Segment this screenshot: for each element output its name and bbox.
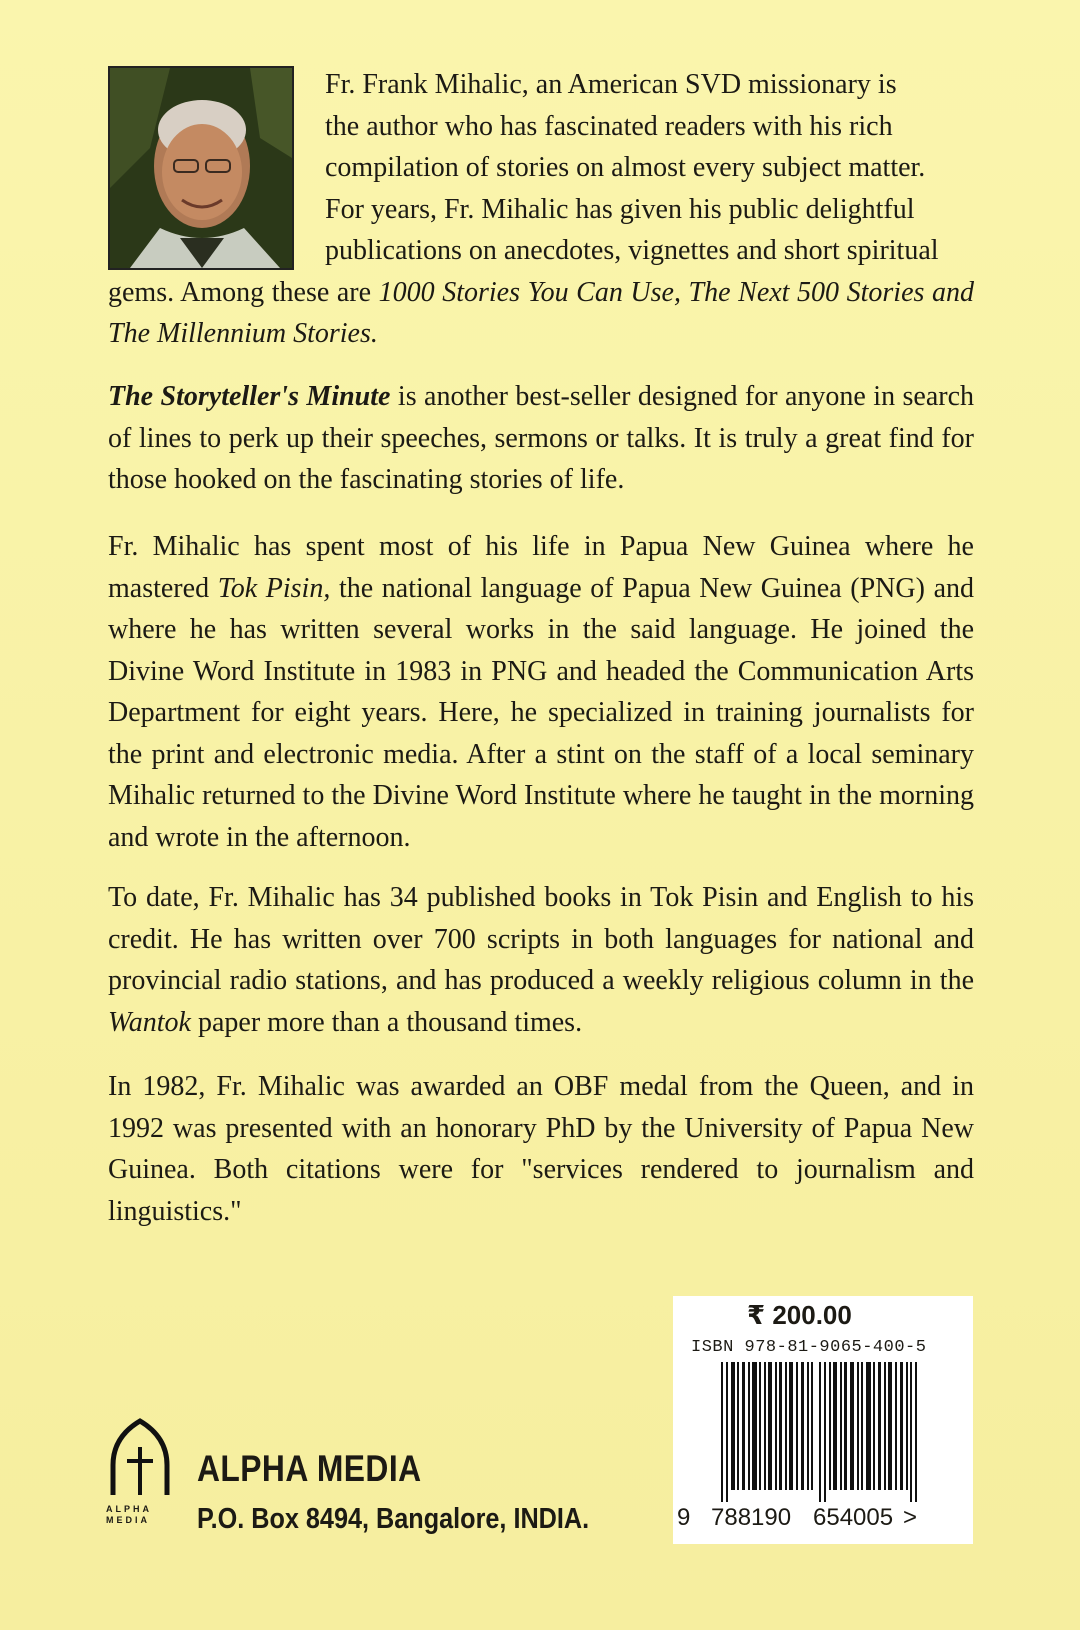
paper-name: Wantok	[108, 1006, 191, 1038]
price-label	[673, 1296, 973, 1544]
book-titles: 1000 Stories You Can Use, The Next 500 Stories and The Millennium Stories.	[108, 276, 974, 349]
book-title: The Storyteller's Minute	[108, 381, 391, 412]
works-text-a: To date, Fr. Mihalic has 34 published books in Tok Pisin and English to his credit. He has written over 700 scripts in both languages for national and provincial radio stations, and has produced a weekly religious column in the	[108, 882, 974, 996]
career-text-a: Fr. Mihalic has spent most of his life in Papua New Guinea where he mastered	[108, 531, 974, 604]
barcode-digit-prefix: 9	[677, 1504, 691, 1531]
barcode-digit-suffix: >	[903, 1504, 918, 1531]
logo-label-top: ALPHA	[106, 1504, 152, 1514]
book-blurb-paragraph	[108, 376, 974, 501]
career-paragraph	[108, 526, 974, 858]
publisher-name: ALPHA MEDIA	[197, 1448, 422, 1489]
bio-line: the author who has fascinated readers with his rich	[325, 110, 893, 142]
price: ₹ 200.00	[747, 1300, 852, 1330]
bio-line: Fr. Frank Mihalic, an American SVD missionary is	[325, 69, 897, 100]
publisher-address: P.O. Box 8494, Bangalore, INDIA.	[197, 1503, 590, 1535]
alpha-media-logo	[105, 1417, 175, 1497]
barcode-digits-right: 654005	[813, 1504, 894, 1531]
bio-line: For years, Fr. Mihalic has given his public delightful	[325, 193, 915, 225]
career-text-b: the national language of Papua New Guinea (PNG) and where he has written several works in the said language. He joined the Divine Word Institute in 1983 in PNG and headed the Communication Arts Department for eight years. Here, he specialized in training journalists for the print and electronic media. After a stint on the staff of a local seminary Mihalic returned to the Divine Word Institute where he taught in the morning and wrote in the afternoon.	[108, 572, 975, 853]
barcode-digits-left: 788190	[711, 1504, 792, 1531]
bio-tail: gems. Among these are	[108, 276, 379, 308]
bio-line: compilation of stories on almost every subject matter.	[325, 152, 926, 183]
logo-label-bottom: MEDIA	[106, 1515, 150, 1525]
barcode	[721, 1362, 931, 1502]
bio-line: publications on anecdotes, vignettes and short spiritual	[325, 235, 939, 266]
honors-paragraph	[108, 1066, 974, 1232]
works-paragraph	[108, 877, 974, 1043]
author-bio-paragraph	[108, 64, 974, 355]
works-text-b: paper more than a thousand times.	[190, 1006, 583, 1038]
isbn: ISBN 978-81-9065-400-5	[691, 1338, 927, 1357]
language-name: Tok Pisin,	[217, 572, 331, 604]
honors-text: In 1982, Fr. Mihalic was awarded an OBF medal from the Queen, and in 1992 was presented with an honorary PhD by the University of Papua New Guinea. Both citations were for "services rendered to journalism and linguistics."	[108, 1071, 974, 1227]
blurb-text: is another best-seller designed for anyone in search of lines to perk up their speeches, sermons or talks. It is truly a great find for those hooked on the fascinating stories of life.	[108, 381, 975, 495]
